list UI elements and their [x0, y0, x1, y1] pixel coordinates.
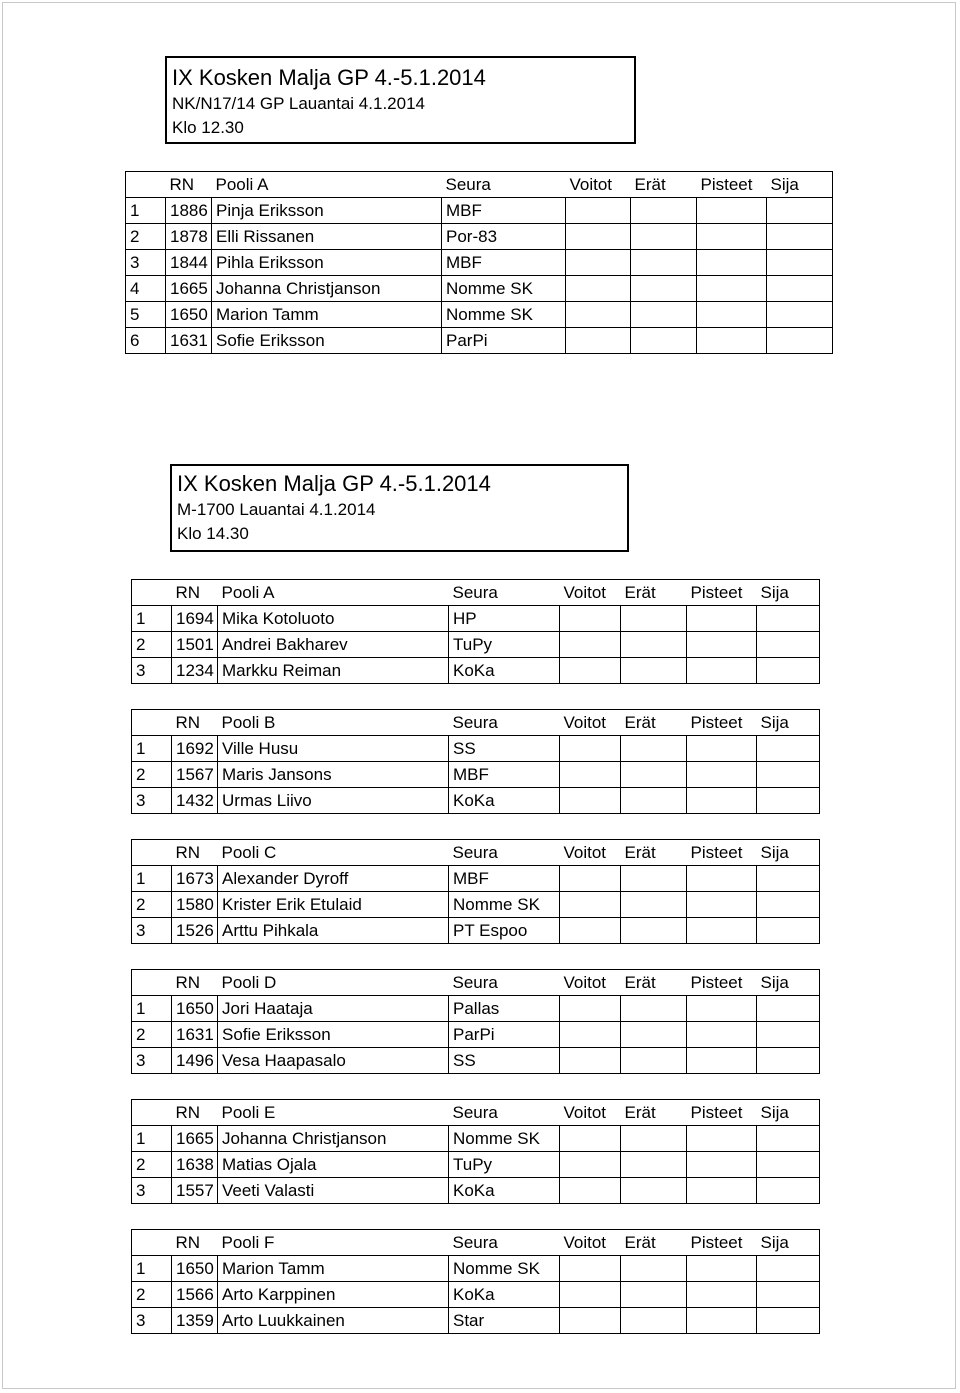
header-club: Seura [449, 1230, 560, 1256]
place-cell [767, 328, 833, 354]
player-name: Elli Rissanen [212, 224, 442, 250]
wins-cell [566, 250, 631, 276]
points-cell [687, 606, 757, 632]
player-name: Andrei Bakharev [218, 632, 449, 658]
table-row [126, 302, 833, 328]
table-row [126, 276, 833, 302]
player-club: SS [449, 736, 560, 762]
header-place: Sija [757, 840, 820, 866]
player-name: Mika Kotoluoto [218, 606, 449, 632]
table-row [132, 1022, 820, 1048]
section1-time: Klo 12.30 [172, 118, 244, 137]
header-wins: Voitot [566, 172, 631, 198]
player-club: MBF [442, 198, 566, 224]
player-rating: 1650 [172, 1256, 218, 1282]
wins-cell [560, 606, 621, 632]
player-rating: 1844 [166, 250, 212, 276]
player-rating: 1665 [172, 1126, 218, 1152]
header-sets: Erät [621, 970, 687, 996]
pool-table [125, 171, 833, 354]
player-rating: 1878 [166, 224, 212, 250]
sets-cell [621, 658, 687, 684]
wins-cell [560, 1152, 621, 1178]
table-row [132, 1178, 820, 1204]
row-number: 1 [132, 1256, 172, 1282]
player-rating: 1673 [172, 866, 218, 892]
player-name: Ville Husu [218, 736, 449, 762]
player-club: MBF [449, 866, 560, 892]
header-sets: Erät [621, 580, 687, 606]
table-row [132, 788, 820, 814]
header-club: Seura [449, 580, 560, 606]
wins-cell [560, 1048, 621, 1074]
points-cell [697, 198, 767, 224]
header-pool-name: Pooli A [212, 172, 442, 198]
header-place: Sija [757, 1100, 820, 1126]
table-row [132, 1256, 820, 1282]
place-cell [767, 198, 833, 224]
points-cell [687, 866, 757, 892]
player-rating: 1526 [172, 918, 218, 944]
pool-table [131, 1229, 820, 1334]
row-number: 1 [132, 866, 172, 892]
player-name: Vesa Haapasalo [218, 1048, 449, 1074]
player-rating: 1557 [172, 1178, 218, 1204]
row-number: 3 [132, 1308, 172, 1334]
section1-subtitle: NK/N17/14 GP Lauantai 4.1.2014 [172, 94, 425, 113]
player-rating: 1886 [166, 198, 212, 224]
sets-cell [621, 1126, 687, 1152]
points-cell [687, 658, 757, 684]
points-cell [697, 276, 767, 302]
pool-table [131, 1099, 820, 1204]
player-name: Marion Tamm [218, 1256, 449, 1282]
table-row [132, 918, 820, 944]
player-rating: 1665 [166, 276, 212, 302]
wins-cell [560, 632, 621, 658]
player-rating: 1631 [172, 1022, 218, 1048]
place-cell [757, 632, 820, 658]
wins-cell [566, 276, 631, 302]
header-blank [132, 970, 172, 996]
points-cell [697, 224, 767, 250]
header-club: Seura [449, 970, 560, 996]
table-row [132, 866, 820, 892]
points-cell [697, 328, 767, 354]
player-rating: 1638 [172, 1152, 218, 1178]
pool-table [131, 839, 820, 944]
header-rn: RN [166, 172, 212, 198]
player-club: HP [449, 606, 560, 632]
row-number: 5 [126, 302, 166, 328]
player-club: Nomme SK [442, 302, 566, 328]
sets-cell [631, 250, 697, 276]
sets-cell [621, 996, 687, 1022]
player-club: Nomme SK [449, 892, 560, 918]
row-number: 1 [132, 996, 172, 1022]
section2-time: Klo 14.30 [177, 524, 249, 543]
place-cell [767, 224, 833, 250]
table-row [126, 328, 833, 354]
player-name: Arto Luukkainen [218, 1308, 449, 1334]
header-blank [132, 1100, 172, 1126]
points-cell [687, 996, 757, 1022]
header-wins: Voitot [560, 580, 621, 606]
wins-cell [560, 1126, 621, 1152]
wins-cell [560, 866, 621, 892]
sets-cell [621, 606, 687, 632]
player-name: Pihla Eriksson [212, 250, 442, 276]
row-number: 6 [126, 328, 166, 354]
wins-cell [560, 762, 621, 788]
wins-cell [560, 1256, 621, 1282]
table-header-row [132, 970, 820, 996]
player-name: Sofie Eriksson [218, 1022, 449, 1048]
header-place: Sija [757, 970, 820, 996]
player-rating: 1496 [172, 1048, 218, 1074]
table-row [132, 606, 820, 632]
points-cell [687, 892, 757, 918]
table-row [126, 224, 833, 250]
sets-cell [631, 302, 697, 328]
header-rn: RN [172, 1100, 218, 1126]
header-place: Sija [757, 1230, 820, 1256]
points-cell [687, 918, 757, 944]
header-pool-name: Pooli E [218, 1100, 449, 1126]
sets-cell [621, 1308, 687, 1334]
row-number: 2 [132, 762, 172, 788]
table-header-row [132, 710, 820, 736]
sets-cell [621, 1282, 687, 1308]
player-club: Nomme SK [449, 1126, 560, 1152]
sets-cell [621, 1048, 687, 1074]
header-points: Pisteet [687, 1100, 757, 1126]
points-cell [697, 250, 767, 276]
header-wins: Voitot [560, 710, 621, 736]
wins-cell [560, 1178, 621, 1204]
player-club: ParPi [442, 328, 566, 354]
player-club: KoKa [449, 788, 560, 814]
header-points: Pisteet [697, 172, 767, 198]
player-club: Nomme SK [449, 1256, 560, 1282]
header-club: Seura [442, 172, 566, 198]
points-cell [687, 1022, 757, 1048]
header-club: Seura [449, 710, 560, 736]
player-name: Arttu Pihkala [218, 918, 449, 944]
place-cell [757, 1178, 820, 1204]
player-rating: 1580 [172, 892, 218, 918]
wins-cell [560, 788, 621, 814]
header-rn: RN [172, 840, 218, 866]
table-row [132, 658, 820, 684]
player-rating: 1501 [172, 632, 218, 658]
header-blank [132, 580, 172, 606]
player-rating: 1432 [172, 788, 218, 814]
points-cell [687, 762, 757, 788]
player-rating: 1359 [172, 1308, 218, 1334]
sets-cell [631, 276, 697, 302]
player-club: SS [449, 1048, 560, 1074]
header-points: Pisteet [687, 970, 757, 996]
player-club: PT Espoo [449, 918, 560, 944]
wins-cell [560, 658, 621, 684]
player-name: Johanna Christjanson [218, 1126, 449, 1152]
row-number: 2 [132, 1152, 172, 1178]
pool-table [131, 709, 820, 814]
player-club: ParPi [449, 1022, 560, 1048]
sets-cell [621, 736, 687, 762]
player-name: Marion Tamm [212, 302, 442, 328]
sets-cell [621, 1152, 687, 1178]
player-rating: 1631 [166, 328, 212, 354]
pool-table [131, 579, 820, 684]
player-name: Alexander Dyroff [218, 866, 449, 892]
place-cell [757, 1282, 820, 1308]
section2-subtitle: M-1700 Lauantai 4.1.2014 [177, 500, 376, 519]
player-name: Matias Ojala [218, 1152, 449, 1178]
player-rating: 1650 [166, 302, 212, 328]
row-number: 2 [126, 224, 166, 250]
header-blank [132, 710, 172, 736]
player-club: TuPy [449, 1152, 560, 1178]
row-number: 2 [132, 1282, 172, 1308]
points-cell [687, 736, 757, 762]
header-sets: Erät [621, 1230, 687, 1256]
header-blank [132, 840, 172, 866]
header-pool-name: Pooli F [218, 1230, 449, 1256]
header-sets: Erät [631, 172, 697, 198]
header-sets: Erät [621, 710, 687, 736]
player-rating: 1692 [172, 736, 218, 762]
points-cell [687, 1178, 757, 1204]
player-club: Star [449, 1308, 560, 1334]
player-rating: 1567 [172, 762, 218, 788]
header-club: Seura [449, 840, 560, 866]
table-row [132, 1048, 820, 1074]
section1-title: IX Kosken Malja GP 4.-5.1.2014 [172, 65, 486, 90]
header-points: Pisteet [687, 840, 757, 866]
row-number: 1 [132, 606, 172, 632]
section2-title: IX Kosken Malja GP 4.-5.1.2014 [177, 471, 491, 496]
wins-cell [566, 328, 631, 354]
header-club: Seura [449, 1100, 560, 1126]
points-cell [687, 1152, 757, 1178]
header-place: Sija [757, 710, 820, 736]
player-name: Arto Karppinen [218, 1282, 449, 1308]
table-row [132, 632, 820, 658]
header-sets: Erät [621, 1100, 687, 1126]
place-cell [757, 1048, 820, 1074]
player-rating: 1566 [172, 1282, 218, 1308]
player-name: Maris Jansons [218, 762, 449, 788]
player-name: Markku Reiman [218, 658, 449, 684]
table-row [132, 762, 820, 788]
table-header-row [132, 1230, 820, 1256]
player-name: Pinja Eriksson [212, 198, 442, 224]
wins-cell [560, 918, 621, 944]
place-cell [767, 250, 833, 276]
player-club: KoKa [449, 1178, 560, 1204]
points-cell [687, 1308, 757, 1334]
row-number: 1 [132, 1126, 172, 1152]
points-cell [687, 1256, 757, 1282]
wins-cell [560, 892, 621, 918]
header-points: Pisteet [687, 580, 757, 606]
table-row [132, 1282, 820, 1308]
wins-cell [560, 1308, 621, 1334]
player-name: Krister Erik Etulaid [218, 892, 449, 918]
player-club: MBF [449, 762, 560, 788]
place-cell [767, 302, 833, 328]
table-row [132, 996, 820, 1022]
header-points: Pisteet [687, 1230, 757, 1256]
sets-cell [631, 328, 697, 354]
player-name: Jori Haataja [218, 996, 449, 1022]
table-header-row [132, 1100, 820, 1126]
table-header-row [132, 840, 820, 866]
header-pool-name: Pooli B [218, 710, 449, 736]
sets-cell [621, 762, 687, 788]
row-number: 3 [132, 1178, 172, 1204]
table-header-row [132, 580, 820, 606]
place-cell [757, 918, 820, 944]
player-club: KoKa [449, 658, 560, 684]
wins-cell [566, 302, 631, 328]
place-cell [757, 658, 820, 684]
table-row [132, 736, 820, 762]
place-cell [757, 736, 820, 762]
place-cell [757, 892, 820, 918]
sets-cell [621, 788, 687, 814]
header-wins: Voitot [560, 840, 621, 866]
player-name: Urmas Liivo [218, 788, 449, 814]
wins-cell [566, 224, 631, 250]
points-cell [697, 302, 767, 328]
player-rating: 1234 [172, 658, 218, 684]
points-cell [687, 1282, 757, 1308]
header-rn: RN [172, 970, 218, 996]
points-cell [687, 1126, 757, 1152]
place-cell [757, 606, 820, 632]
header-sets: Erät [621, 840, 687, 866]
row-number: 4 [126, 276, 166, 302]
header-pool-name: Pooli A [218, 580, 449, 606]
row-number: 3 [132, 918, 172, 944]
points-cell [687, 1048, 757, 1074]
header-wins: Voitot [560, 970, 621, 996]
table-row [126, 250, 833, 276]
table-row [132, 892, 820, 918]
player-club: Por-83 [442, 224, 566, 250]
header-pool-name: Pooli D [218, 970, 449, 996]
table-row [132, 1308, 820, 1334]
wins-cell [560, 1282, 621, 1308]
place-cell [767, 276, 833, 302]
player-rating: 1650 [172, 996, 218, 1022]
player-name: Sofie Eriksson [212, 328, 442, 354]
player-name: Johanna Christjanson [212, 276, 442, 302]
player-club: KoKa [449, 1282, 560, 1308]
header-place: Sija [757, 580, 820, 606]
player-club: Pallas [449, 996, 560, 1022]
header-rn: RN [172, 1230, 218, 1256]
row-number: 1 [126, 198, 166, 224]
points-cell [687, 632, 757, 658]
wins-cell [560, 736, 621, 762]
table-row [132, 1126, 820, 1152]
table-row [126, 198, 833, 224]
sets-cell [621, 1256, 687, 1282]
player-club: Nomme SK [442, 276, 566, 302]
sets-cell [621, 866, 687, 892]
sets-cell [621, 632, 687, 658]
player-name: Veeti Valasti [218, 1178, 449, 1204]
header-place: Sija [767, 172, 833, 198]
row-number: 2 [132, 892, 172, 918]
place-cell [757, 1126, 820, 1152]
place-cell [757, 1256, 820, 1282]
pool-table [131, 969, 820, 1074]
section1-title-box [165, 56, 636, 144]
header-points: Pisteet [687, 710, 757, 736]
place-cell [757, 1022, 820, 1048]
wins-cell [566, 198, 631, 224]
sets-cell [621, 1022, 687, 1048]
sets-cell [621, 1178, 687, 1204]
place-cell [757, 1152, 820, 1178]
points-cell [687, 788, 757, 814]
place-cell [757, 996, 820, 1022]
sets-cell [631, 224, 697, 250]
player-rating: 1694 [172, 606, 218, 632]
place-cell [757, 1308, 820, 1334]
player-club: MBF [442, 250, 566, 276]
place-cell [757, 762, 820, 788]
sets-cell [631, 198, 697, 224]
row-number: 2 [132, 1022, 172, 1048]
table-header-row [126, 172, 833, 198]
header-blank [132, 1230, 172, 1256]
place-cell [757, 788, 820, 814]
header-blank [126, 172, 166, 198]
header-pool-name: Pooli C [218, 840, 449, 866]
wins-cell [560, 1022, 621, 1048]
place-cell [757, 866, 820, 892]
player-club: TuPy [449, 632, 560, 658]
row-number: 2 [132, 632, 172, 658]
section2-title-box [170, 464, 629, 552]
row-number: 3 [132, 1048, 172, 1074]
row-number: 3 [132, 788, 172, 814]
header-rn: RN [172, 580, 218, 606]
sets-cell [621, 918, 687, 944]
sets-cell [621, 892, 687, 918]
header-wins: Voitot [560, 1100, 621, 1126]
header-rn: RN [172, 710, 218, 736]
header-wins: Voitot [560, 1230, 621, 1256]
row-number: 3 [126, 250, 166, 276]
row-number: 1 [132, 736, 172, 762]
wins-cell [560, 996, 621, 1022]
table-row [132, 1152, 820, 1178]
row-number: 3 [132, 658, 172, 684]
